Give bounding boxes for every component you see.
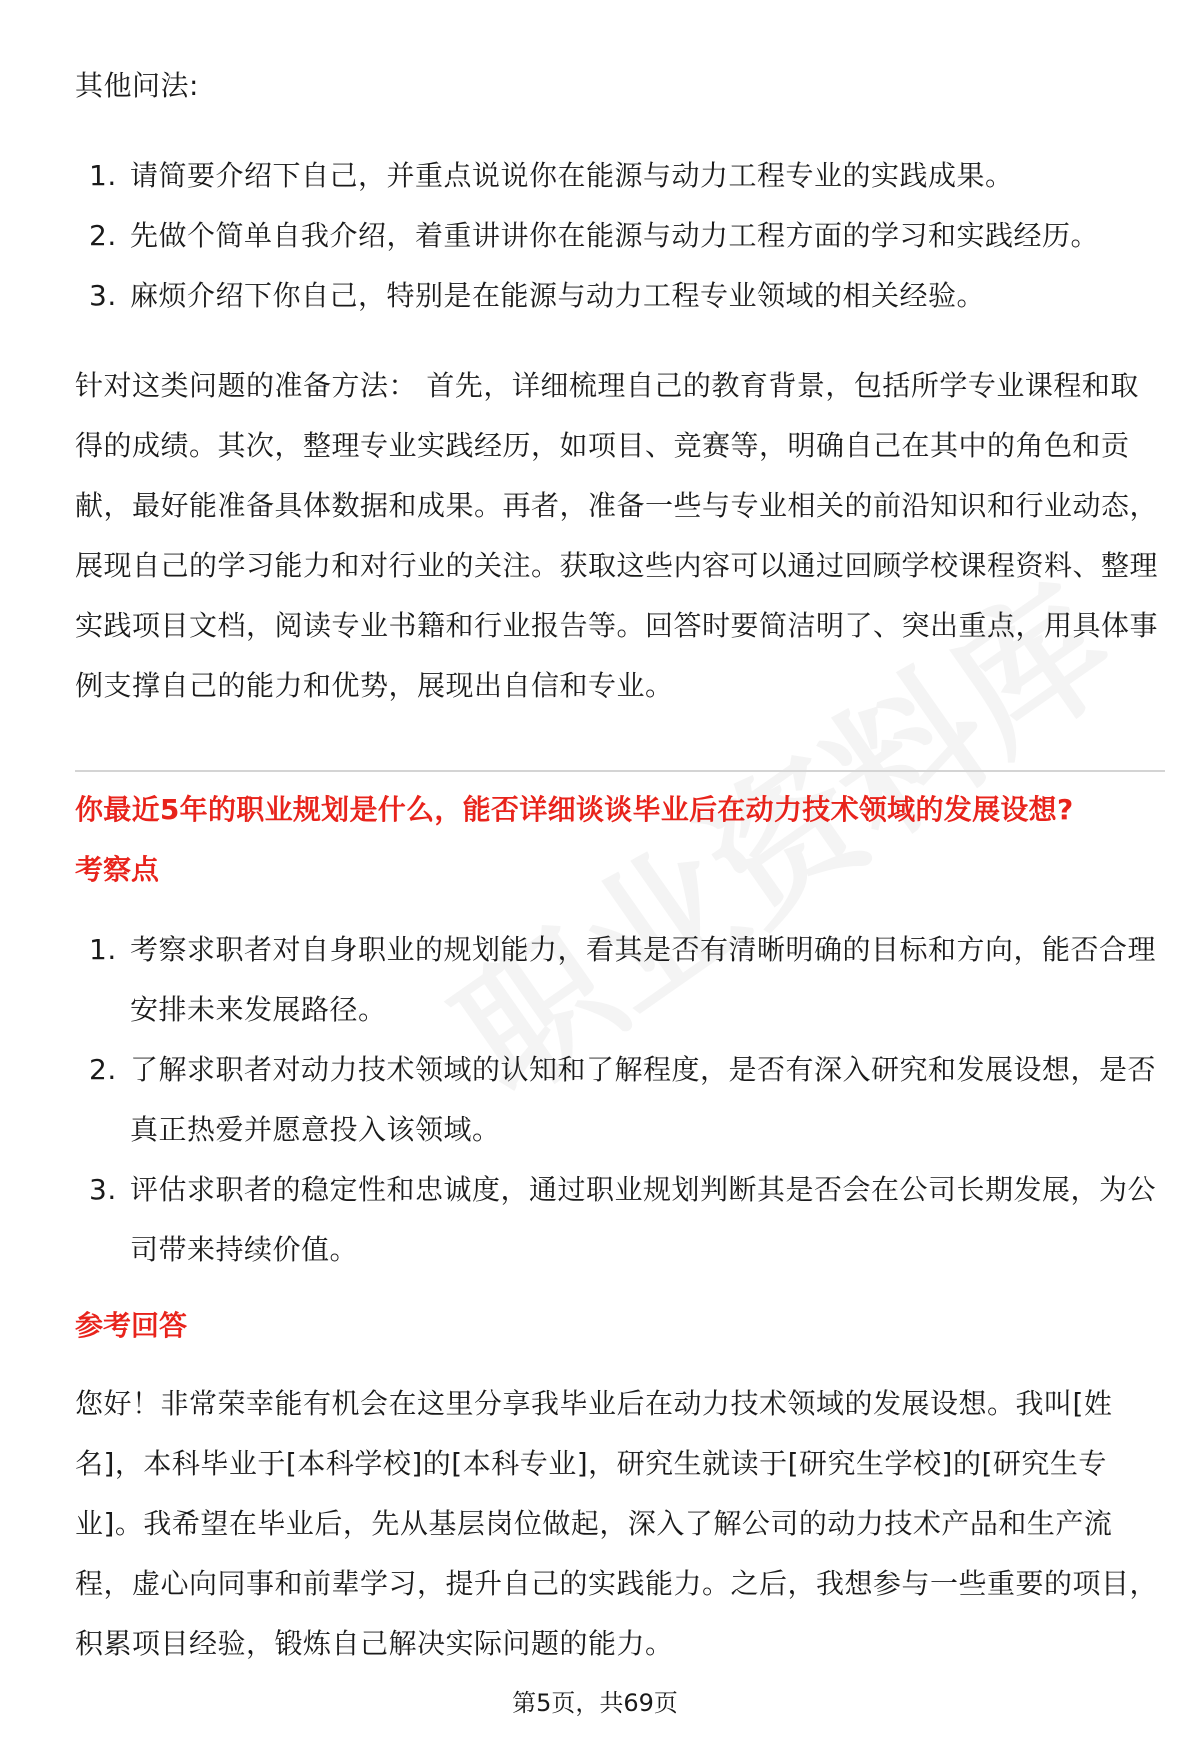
list-item-text: 考察求职者对自身职业的规划能力，看其是否有清晰明确的目标和方向，能否合理安排未来发展路径。 [130,933,1157,1026]
list-item [75,1040,1165,1160]
list-item-text: 请简要介绍下自己，并重点说说你在能源与动力工程专业的实践成果。 [130,159,1014,192]
list-item-text: 先做个简单自我介绍，着重讲讲你在能源与动力工程方面的学习和实践经历。 [130,219,1100,252]
page-number-footer: 第5页，共69页 [512,1689,678,1717]
assessment-heading: 考察点 [75,853,160,886]
list-item-text: 麻烦介绍下你自己，特别是在能源与动力工程专业领域的相关经验。 [130,279,986,312]
assessment-list [75,920,1165,1280]
answer-heading: 参考回答 [75,1309,188,1342]
list-item-text: 评估求职者的稳定性和忠诚度，通过职业规划判断其是否会在公司长期发展，为公司带来持续价值。 [130,1173,1157,1266]
answer-paragraph: 您好！非常荣幸能有机会在这里分享我毕业后在动力技术领域的发展设想。我叫[姓名]，本科毕业于[本科学校]的[本科专业]，研究生就读于[研究生学校]的[研究生专业]。我希望在毕业后，先从基层岗位做起，深入了解公司的动力技术产品和生产流程，虚心向同事和前辈学习，提升自己的实践能力。之后，我想参与一些重要的项目，积累项目经验，锻炼自己解决实际问题的能力。 [75,1387,1159,1660]
list-number: 1. [89,159,117,192]
prep-method-paragraph: 针对这类问题的准备方法： 首先，详细梳理自己的教育背景，包括所学专业课程和取得的成绩。其次，整理专业实践经历，如项目、竞赛等，明确自己在其中的角色和贡献，最好能准备具体数据和成果。再者，准备一些与专业相关的前沿知识和行业动态，展现自己的学习能力和对行业的关注。获取这些内容可以通过回顾学校课程资料、整理实践项目文档，阅读专业书籍和行业报告等。回答时要简洁明了、突出重点，用具体事例支撑自己的能力和优势，展现出自信和专业。 [75,369,1159,702]
list-number: 2. [89,1053,117,1086]
list-item [75,146,1165,206]
list-number: 1. [89,933,117,966]
list-item [75,1160,1165,1280]
list-item [75,920,1165,1040]
list-item [75,206,1165,266]
other-questions-label: 其他问法: [75,69,199,102]
question-title: 你最近5年的职业规划是什么，能否详细谈谈毕业后在动力技术领域的发展设想? [75,793,1074,826]
list-number: 3. [89,1173,117,1206]
list-number: 2. [89,219,117,252]
list-number: 3. [89,279,117,312]
section-divider [75,770,1165,772]
list-item-text: 了解求职者对动力技术领域的认知和了解程度，是否有深入研究和发展设想，是否真正热爱并愿意投入该领域。 [130,1053,1157,1146]
list-item [75,266,1165,326]
other-questions-list [75,146,1165,326]
